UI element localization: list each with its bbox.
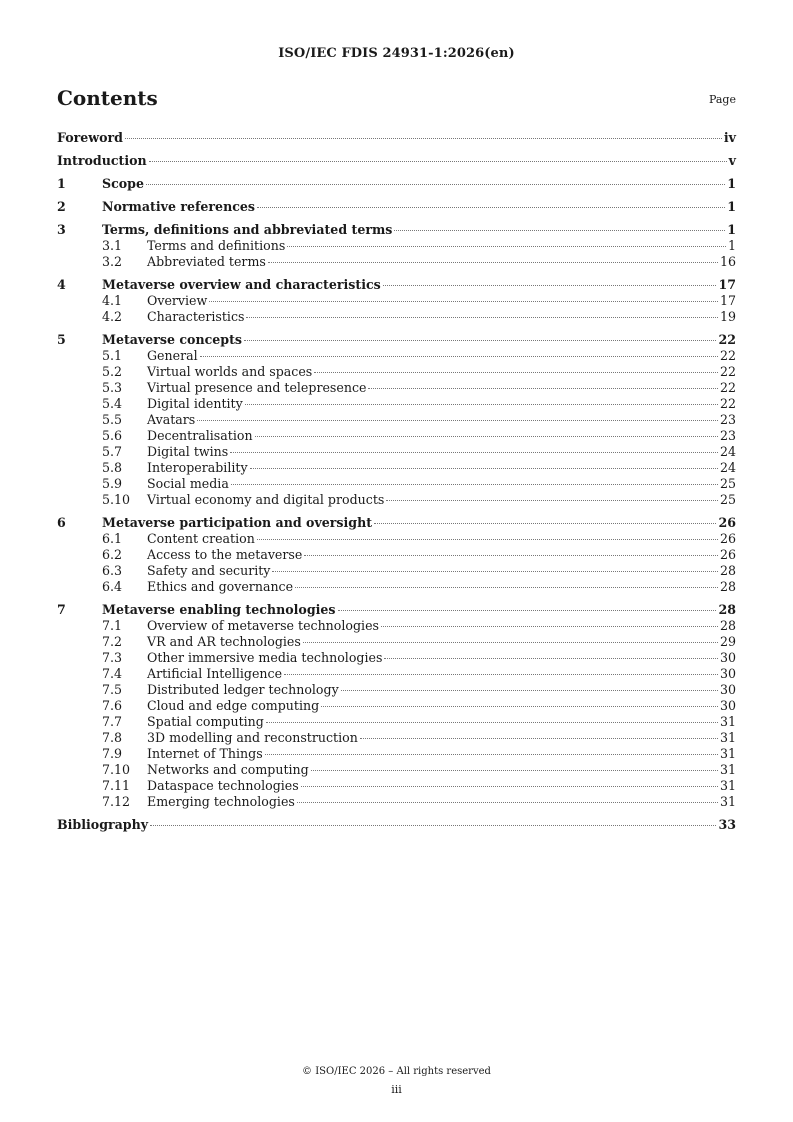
toc-entry[interactable] <box>57 460 736 476</box>
toc-entry-number: 7.3 <box>102 650 123 665</box>
toc-entry-number: 4 <box>57 277 66 292</box>
toc-entry-page: 26 <box>718 515 736 530</box>
dot-leader <box>295 587 718 588</box>
toc-entry-label[interactable]: Digital identity <box>147 396 243 411</box>
toc-entry-number: 7 <box>57 602 66 617</box>
toc-entry-number: 6.2 <box>102 547 123 562</box>
toc-entry-number: 6.1 <box>102 531 123 546</box>
toc-entry[interactable] <box>57 650 736 666</box>
dot-leader <box>384 658 718 659</box>
toc-entry-page: 26 <box>719 531 736 546</box>
toc-entry[interactable] <box>57 176 736 192</box>
toc-entry[interactable] <box>57 547 736 563</box>
toc-entry-number: 7.1 <box>102 618 123 633</box>
toc-entry[interactable] <box>57 778 736 794</box>
toc-entry-page: 33 <box>718 817 736 832</box>
toc-entry-number: 3.1 <box>102 238 123 253</box>
toc-entry-number: 7.8 <box>102 730 123 745</box>
toc-entry-label[interactable]: Internet of Things <box>147 746 263 761</box>
toc-entry-label[interactable]: VR and AR technologies <box>147 634 301 649</box>
toc-entry-number: 7.6 <box>102 698 123 713</box>
toc-entry-label[interactable]: Foreword <box>57 130 123 145</box>
toc-entry[interactable] <box>57 444 736 460</box>
dot-leader <box>394 230 725 231</box>
dot-leader <box>149 161 727 162</box>
toc-entry-number: 7.4 <box>102 666 123 681</box>
toc-entry-label[interactable]: Introduction <box>57 153 147 168</box>
toc-entry-label[interactable]: Overview of metaverse technologies <box>147 618 379 633</box>
dot-leader <box>125 138 722 139</box>
toc-entry-label[interactable]: Networks and computing <box>147 762 309 777</box>
toc-entry[interactable] <box>57 634 736 650</box>
toc-entry[interactable] <box>57 579 736 595</box>
toc-entry-page: 1 <box>727 199 736 214</box>
toc-entry-number: 3.2 <box>102 254 123 269</box>
dot-leader <box>246 317 718 318</box>
toc-entry[interactable] <box>57 666 736 682</box>
dot-leader <box>297 802 718 803</box>
toc-entry-label[interactable]: Abbreviated terms <box>147 254 266 269</box>
dot-leader <box>381 626 718 627</box>
dot-leader <box>230 452 718 453</box>
toc-entry-page: 1 <box>727 222 736 237</box>
toc-entry-page: 19 <box>719 309 736 324</box>
toc-entry-page: 31 <box>719 794 736 809</box>
toc-entry[interactable] <box>57 492 736 508</box>
toc-entry-label[interactable]: Terms, definitions and abbreviated terms <box>102 222 393 237</box>
page-column-label: Page <box>708 93 736 106</box>
toc-entry-label[interactable]: Emerging technologies <box>147 794 295 809</box>
toc-entry-number: 5.6 <box>102 428 123 443</box>
dot-leader <box>386 500 718 501</box>
toc-entry-label[interactable]: Bibliography <box>57 817 149 832</box>
toc-entry[interactable] <box>57 332 736 348</box>
toc-entry-page: 23 <box>719 428 736 443</box>
toc-entry[interactable] <box>57 563 736 579</box>
toc-entry-page: 30 <box>719 666 736 681</box>
toc-entry-number: 7.12 <box>102 794 131 809</box>
toc-entry[interactable] <box>57 380 736 396</box>
dot-leader <box>244 340 716 341</box>
toc-entry-number: 7.2 <box>102 634 123 649</box>
toc-entry[interactable] <box>57 199 736 215</box>
toc-entry-label[interactable]: Virtual worlds and spaces <box>147 364 313 379</box>
dot-leader <box>338 610 717 611</box>
toc-entry-page: 17 <box>718 277 736 292</box>
toc-entry-label[interactable]: Cloud and edge computing <box>147 698 320 713</box>
toc-entry-label[interactable]: 3D modelling and reconstruction <box>147 730 358 745</box>
toc-entry[interactable] <box>57 794 736 810</box>
page-title: Contents <box>57 86 158 110</box>
toc-entry-page: 31 <box>719 746 736 761</box>
toc-entry[interactable] <box>57 730 736 746</box>
toc-entry-page: 30 <box>719 698 736 713</box>
toc-entry-label[interactable]: Characteristics <box>147 309 245 324</box>
dot-leader <box>231 484 718 485</box>
toc-entry-page: 25 <box>719 492 736 507</box>
toc-entry-number: 5.7 <box>102 444 123 459</box>
dot-leader <box>301 786 718 787</box>
toc-entry-label[interactable]: Dataspace technologies <box>147 778 299 793</box>
toc-entry-number: 5.8 <box>102 460 123 475</box>
toc-entry-number: 1 <box>57 176 66 191</box>
toc-entry-label[interactable]: Metaverse concepts <box>102 332 243 347</box>
dot-leader <box>383 285 717 286</box>
toc-entry-label[interactable]: Distributed ledger technology <box>147 682 339 697</box>
dot-leader <box>303 642 718 643</box>
toc-entry-page: 22 <box>718 332 736 347</box>
toc-entry[interactable] <box>57 602 736 618</box>
toc-entry-number: 3 <box>57 222 66 237</box>
toc-entry[interactable] <box>57 277 736 293</box>
toc-entry[interactable] <box>57 817 736 833</box>
toc-entry-number: 5.5 <box>102 412 123 427</box>
dot-leader <box>272 571 718 572</box>
dot-leader <box>146 184 725 185</box>
toc-entry-label[interactable]: Metaverse participation and oversight <box>102 515 373 530</box>
toc-entry-label[interactable]: Overview <box>147 293 208 308</box>
page-number: iii <box>391 1083 402 1096</box>
toc-entry-page: 22 <box>719 348 736 363</box>
toc-entry-page: 30 <box>719 650 736 665</box>
dot-leader <box>250 468 718 469</box>
dot-leader <box>311 770 718 771</box>
toc-entry-number: 2 <box>57 199 66 214</box>
dot-leader <box>321 706 718 707</box>
toc-entry[interactable] <box>57 348 736 364</box>
toc-entry[interactable] <box>57 309 736 325</box>
dot-leader <box>341 690 718 691</box>
toc-entry-number: 7.5 <box>102 682 123 697</box>
toc-entry[interactable] <box>57 682 736 698</box>
toc-entry-page: 31 <box>719 778 736 793</box>
toc-entry-page: 31 <box>719 714 736 729</box>
toc-entry[interactable] <box>57 762 736 778</box>
toc-entry-label[interactable]: Virtual presence and telepresence <box>147 380 367 395</box>
toc-entry[interactable] <box>57 412 736 428</box>
dot-leader <box>266 722 718 723</box>
dot-leader <box>360 738 718 739</box>
toc-entry[interactable] <box>57 618 736 634</box>
toc-entry-number: 7.11 <box>102 778 131 793</box>
table-of-contents <box>57 130 736 833</box>
toc-entry-label[interactable]: Avatars <box>147 412 196 427</box>
copyright-footer: © ISO/IEC 2026 – All rights reserved <box>302 1066 491 1077</box>
toc-entry[interactable] <box>57 130 736 146</box>
toc-entry-label[interactable]: Decentralisation <box>147 428 253 443</box>
toc-entry-number: 5.10 <box>102 492 131 507</box>
toc-entry-number: 6 <box>57 515 66 530</box>
dot-leader <box>304 555 718 556</box>
toc-entry-label[interactable]: Interoperability <box>147 460 248 475</box>
toc-entry[interactable] <box>57 238 736 254</box>
toc-entry-number: 5.1 <box>102 348 123 363</box>
toc-entry-label[interactable]: Social media <box>147 476 229 491</box>
toc-entry[interactable] <box>57 293 736 309</box>
toc-entry[interactable] <box>57 476 736 492</box>
toc-entry-page: 25 <box>719 476 736 491</box>
toc-entry-label[interactable]: Other immersive media technologies <box>147 650 383 665</box>
toc-entry[interactable] <box>57 153 736 169</box>
toc-entry-label[interactable]: Metaverse enabling technologies <box>102 602 336 617</box>
dot-leader <box>209 301 718 302</box>
toc-entry-number: 4.1 <box>102 293 123 308</box>
toc-entry[interactable] <box>57 698 736 714</box>
toc-entry-page: 28 <box>718 602 736 617</box>
toc-entry-number: 6.4 <box>102 579 123 594</box>
toc-entry[interactable] <box>57 396 736 412</box>
toc-entry-number: 5.4 <box>102 396 123 411</box>
toc-entry-page: v <box>728 153 736 168</box>
toc-entry-page: 29 <box>719 634 736 649</box>
toc-entry-number: 5 <box>57 332 66 347</box>
toc-entry-page: iv <box>723 130 736 145</box>
toc-entry-label[interactable]: General <box>147 348 198 363</box>
dot-leader <box>255 436 718 437</box>
toc-entry-number: 4.2 <box>102 309 123 324</box>
toc-entry-page: 28 <box>719 563 736 578</box>
dot-leader <box>287 246 726 247</box>
toc-entry[interactable] <box>57 428 736 444</box>
toc-entry-number: 7.7 <box>102 714 123 729</box>
toc-entry-label[interactable]: Access to the metaverse <box>147 547 303 562</box>
toc-entry-number: 5.2 <box>102 364 123 379</box>
toc-entry-page: 16 <box>719 254 736 269</box>
toc-entry-page: 24 <box>719 444 736 459</box>
toc-entry-label[interactable]: Ethics and governance <box>147 579 294 594</box>
toc-entry-label[interactable]: Metaverse overview and characteristics <box>102 277 381 292</box>
dot-leader <box>368 388 718 389</box>
toc-entry-label[interactable]: Terms and definitions <box>147 238 286 253</box>
document-header: ISO/IEC FDIS 24931-1:2026(en) <box>278 46 515 61</box>
toc-entry-label[interactable]: Content creation <box>147 531 255 546</box>
toc-entry-page: 31 <box>719 762 736 777</box>
toc-entry-number: 5.9 <box>102 476 123 491</box>
toc-entry-page: 17 <box>719 293 736 308</box>
toc-entry-number: 6.3 <box>102 563 123 578</box>
toc-entry-page: 30 <box>719 682 736 697</box>
dot-leader <box>284 674 718 675</box>
toc-entry-page: 28 <box>719 618 736 633</box>
toc-entry-page: 22 <box>719 364 736 379</box>
toc-entry-page: 1 <box>727 176 736 191</box>
dot-leader <box>265 754 718 755</box>
toc-entry-label[interactable]: Spatial computing <box>147 714 264 729</box>
toc-entry-label[interactable]: Artificial Intelligence <box>147 666 283 681</box>
toc-entry-page: 28 <box>719 579 736 594</box>
toc-entry-number: 7.10 <box>102 762 131 777</box>
toc-entry-page: 26 <box>719 547 736 562</box>
toc-entry-label[interactable]: Virtual economy and digital products <box>147 492 385 507</box>
toc-entry-label[interactable]: Digital twins <box>147 444 229 459</box>
toc-entry-label[interactable]: Safety and security <box>147 563 271 578</box>
toc-entry-page: 23 <box>719 412 736 427</box>
toc-entry-label[interactable]: Normative references <box>102 199 256 214</box>
dot-leader <box>245 404 718 405</box>
toc-entry-label[interactable]: Scope <box>102 176 144 191</box>
dot-leader <box>257 539 718 540</box>
dot-leader <box>200 356 718 357</box>
toc-entry[interactable] <box>57 531 736 547</box>
dot-leader <box>268 262 718 263</box>
toc-entry[interactable] <box>57 364 736 380</box>
dot-leader <box>314 372 718 373</box>
toc-entry-page: 22 <box>719 396 736 411</box>
toc-entry-page: 24 <box>719 460 736 475</box>
dot-leader <box>150 825 716 826</box>
toc-entry-number: 5.3 <box>102 380 123 395</box>
toc-entry-number: 7.9 <box>102 746 123 761</box>
dot-leader <box>374 523 716 524</box>
dot-leader <box>197 420 718 421</box>
toc-entry[interactable] <box>57 515 736 531</box>
dot-leader <box>257 207 725 208</box>
toc-entry[interactable] <box>57 714 736 730</box>
toc-entry-page: 22 <box>719 380 736 395</box>
toc-entry-page: 1 <box>727 238 736 253</box>
toc-entry[interactable] <box>57 222 736 238</box>
toc-entry-page: 31 <box>719 730 736 745</box>
toc-entry[interactable] <box>57 746 736 762</box>
toc-entry[interactable] <box>57 254 736 270</box>
